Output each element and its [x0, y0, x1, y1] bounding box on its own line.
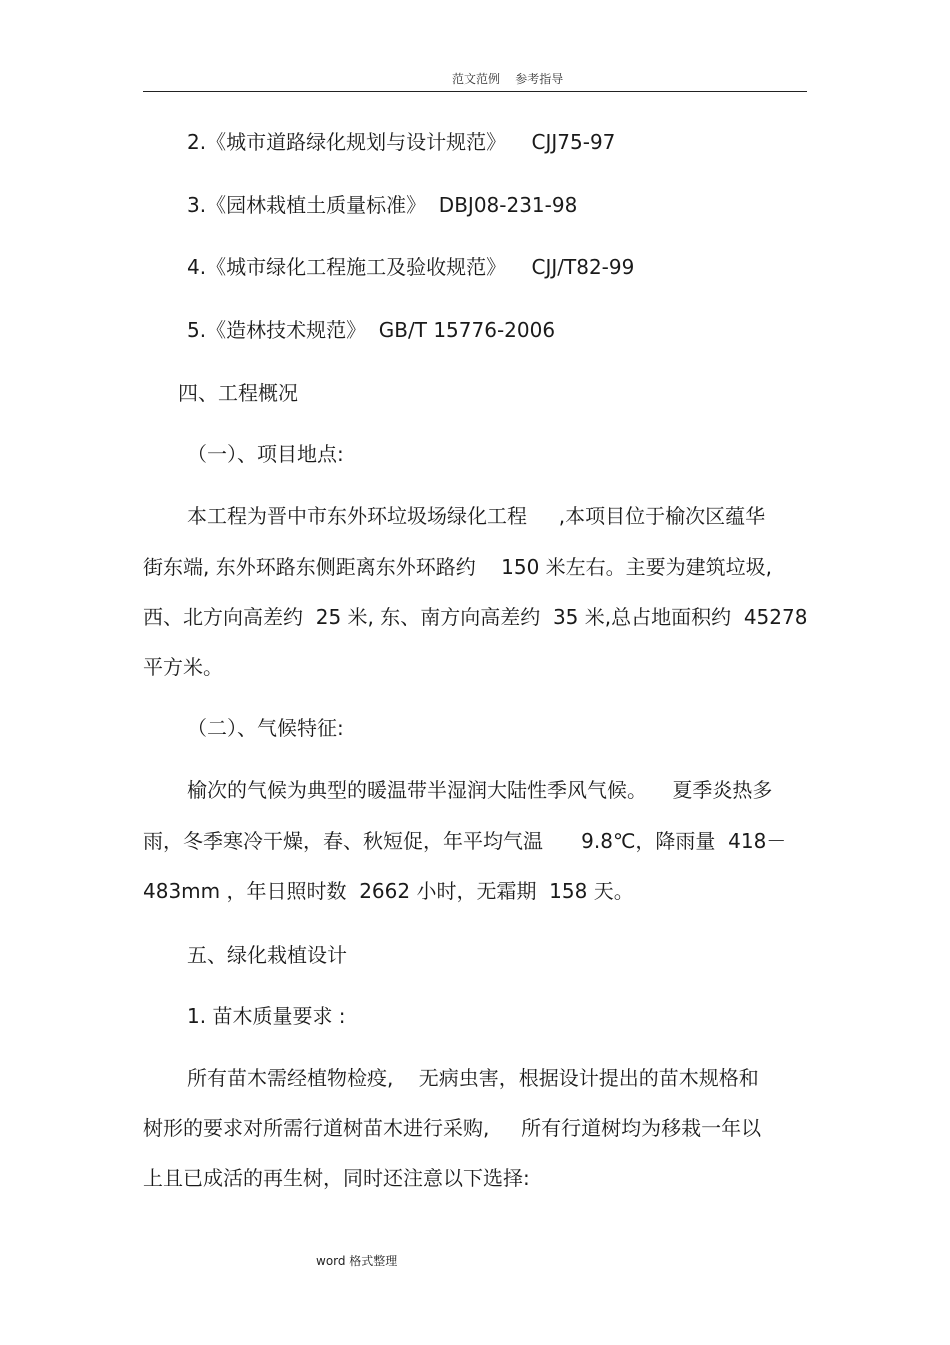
subheading-climate: （二）、气候特征: [187, 716, 344, 740]
paragraph-climate-line-2: 雨，冬季寒冷干燥，春、秋短促，年平均气温 9.8℃，降雨量 418－ [143, 829, 787, 853]
paragraph-seedling-line-1: 所有苗木需经植物检疫, 无病虫害，根据设计提出的苗木规格和 [187, 1066, 759, 1090]
paragraph-seedling-line-3: 上且已成活的再生树，同时还注意以下选择: [143, 1166, 530, 1190]
section-heading-overview: 四、工程概况 [178, 381, 298, 405]
paragraph-location-line-4: 平方米。 [143, 655, 223, 679]
paragraph-climate-line-3: 483mm ，年日照时数 2662 小时，无霜期 158 天。 [143, 879, 634, 903]
paragraph-location-line-3: 西、北方向高差约 25 米, 东、南方向高差约 35 米,总占地面积约 45278 [143, 605, 808, 629]
subheading-seedling-quality: 1. 苗木质量要求 : [187, 1004, 346, 1028]
page-header: 范文范例 参考指导 [452, 72, 564, 86]
reference-item-4: 4.《城市绿化工程施工及验收规范》 CJJ/T82-99 [187, 255, 635, 279]
reference-item-2: 2.《城市道路绿化规划与设计规范》 CJJ75-97 [187, 130, 616, 154]
subheading-location: （一）、项目地点: [187, 442, 344, 466]
section-heading-planting-design: 五、绿化栽植设计 [187, 943, 347, 967]
paragraph-climate-line-1: 榆次的气候为典型的暖温带半湿润大陆性季风气候。 夏季炎热多 [187, 778, 773, 802]
paragraph-seedling-line-2: 树形的要求对所需行道树苗木进行采购, 所有行道树均为移栽一年以 [143, 1116, 762, 1140]
header-divider [143, 91, 807, 92]
reference-item-3: 3.《园林栽植土质量标准》 DBJ08-231-98 [187, 193, 578, 217]
page-footer: word 格式整理 [316, 1254, 398, 1268]
paragraph-location-line-1: 本工程为晋中市东外环垃圾场绿化工程 ,本项目位于榆次区蕴华 [187, 504, 766, 528]
paragraph-location-line-2: 街东端, 东外环路东侧距离东外环路约 150 米左右。主要为建筑垃圾, [143, 555, 773, 579]
reference-item-5: 5.《造林技术规范》 GB/T 15776-2006 [187, 318, 556, 342]
